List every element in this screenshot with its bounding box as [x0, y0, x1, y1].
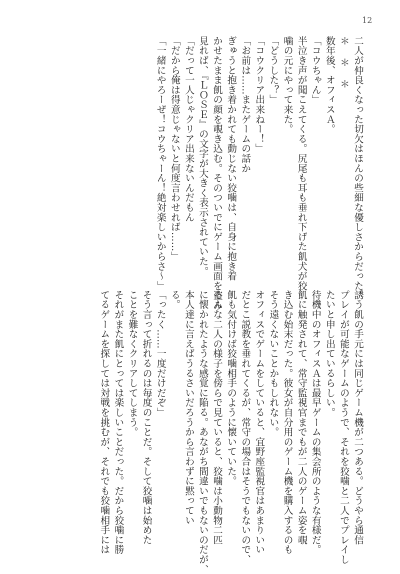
text-line: る。	[168, 290, 180, 310]
text-line: 「ったく……一度だけだぞ」	[154, 290, 166, 418]
text-line: 数年後、オフィスＡ。	[323, 36, 335, 134]
text-line: き込む始末だった。彼女が自分用のゲーム機を購入するのも	[281, 290, 293, 555]
text-line: 飢に触発されて、常守監視官までもが二人のゲーム姿を覗	[295, 290, 307, 545]
text-line: ぎゅうと抱き着かれても動じない狡噛は、自身に抱き着	[225, 36, 237, 281]
text-line: 「どうした？」	[267, 36, 279, 105]
text-line: 待機中のオフィスＡは最早ゲームの集会所のような有様だ。	[309, 290, 321, 555]
text-line: そう言って折れるのは毎度のことだ。そして狡噛は始めた	[140, 290, 152, 545]
text-line: そう遠くないことかもしれない。	[267, 290, 279, 437]
page-number: 12	[362, 16, 373, 25]
text-line: 「だって一人じゃクリア出来ないんだもん	[182, 36, 194, 223]
text-line: そんな二人の様子を傍らで見ていると、狡噛は小動物二匹	[211, 290, 223, 545]
text-line: 「だから俺は得意じゃないと何度言わせれば……」	[168, 36, 180, 262]
text-line: 二人が仲良くなった切欠はほんの些細な優しさからだった。	[352, 36, 363, 301]
text-line: プレイが可能なゲームのようで、それを狡噛と二人でプレイし	[337, 290, 349, 565]
text-line: てるゲームを探しては対戦を挑むが、それでも狡噛相手には	[98, 290, 110, 555]
text-line: 噛の元にやって来た。	[281, 36, 293, 134]
upper-text-block	[153, 36, 364, 311]
text-line: 「コウちゃん」	[309, 36, 321, 105]
text-line: 「一緒にやろーぜ！コウちゃーん！絶対楽しいからさ～」	[154, 36, 166, 291]
text-line: 半泣き声が聞こえてくる。尻尾も耳も垂れ下げた飢犬が狡	[295, 36, 307, 291]
text-line: 飢も気付けば狡噛相手のように懐いていた。	[225, 290, 237, 486]
text-line: 誘う飢の手元には同じゲーム機が二つある。どうやら通信	[352, 290, 363, 545]
text-line: たいと申し出ているらしい。	[323, 290, 335, 418]
text-line: かせたまま飢の顔を覗き込む。そのついでにゲーム画面を盗み	[211, 36, 223, 311]
text-line: に懐かれたような感覚に陥る。あながち間違いでもないのだが、	[196, 290, 208, 574]
text-line: 本人達に言えばうるさいだろうから言わずに黙ってい	[182, 290, 194, 526]
text-line: 「お前は……またゲームの話か	[239, 36, 251, 174]
text-line: それがまた飢にとっては楽しいことだった。だから狡噛に勝	[112, 290, 124, 555]
text-line: オフィスでゲームをしていると、宜野座監視官はあまりいい	[253, 290, 265, 555]
lower-text-block	[96, 290, 364, 574]
text-line: 見れば、『ＬＯＳＥ』の文字が大きく表示されていた。	[196, 36, 208, 277]
text-line: ことを難なくクリアしてしまう。	[126, 290, 138, 437]
section-break-stars: ＊＊＊	[337, 36, 349, 101]
text-line: 「コウクリア出来ねー！」	[253, 36, 265, 154]
vertical-text-body	[38, 36, 364, 574]
text-line: だとこ説教を垂れてくるが、常守の場合はそうでもないので、	[239, 290, 251, 565]
